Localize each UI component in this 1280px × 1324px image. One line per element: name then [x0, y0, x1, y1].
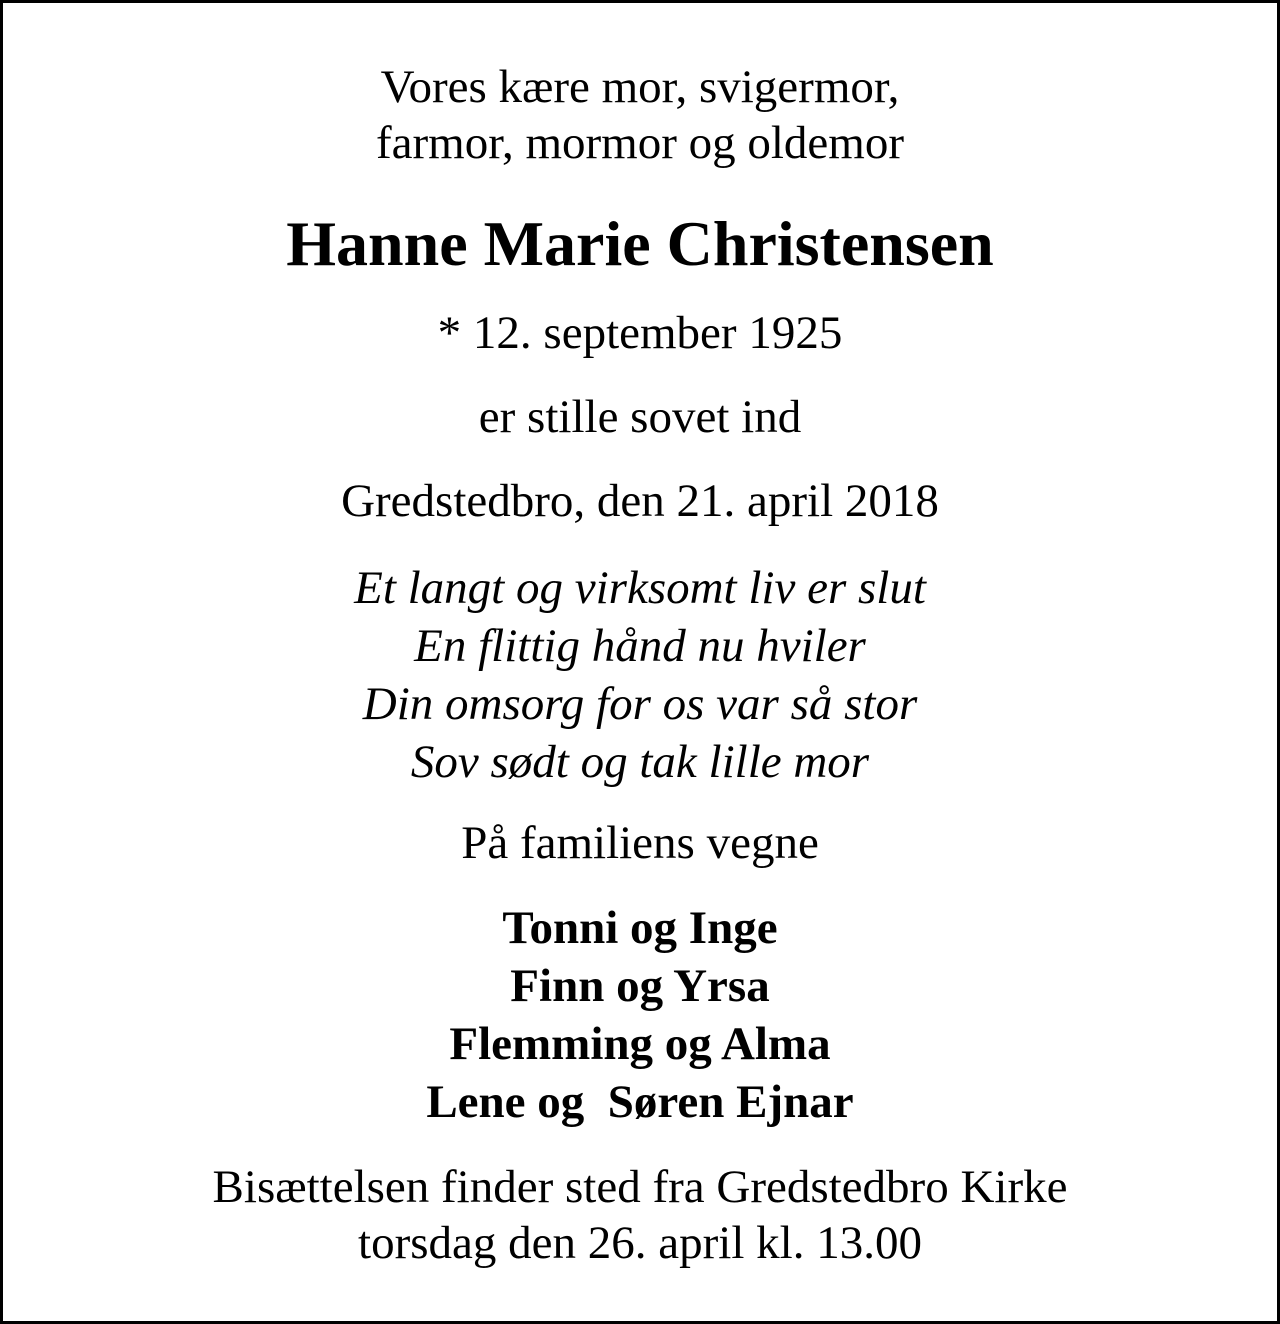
family-name-line: Flemming og Alma — [449, 1018, 831, 1070]
verse-line: Sov sødt og tak lille mor — [410, 736, 870, 788]
intro-text — [3, 59, 1277, 171]
verse-line: En flittig hånd nu hviler — [414, 620, 866, 672]
place-and-date: Gredstedbro, den 21. april 2018 — [341, 475, 939, 527]
verse-line: Din omsorg for os var så stor — [362, 678, 918, 730]
on-behalf-text: På familiens vegne — [461, 817, 819, 869]
funeral-line: torsdag den 26. april kl. 13.00 — [358, 1217, 922, 1269]
intro-line: farmor, mormor og oldemor — [375, 117, 905, 169]
family-name-line: Lene og Søren Ejnar — [426, 1076, 854, 1128]
family-name-line: Finn og Yrsa — [510, 960, 770, 1012]
memorial-verse — [3, 559, 1277, 791]
verse-line: Et langt og virksomt liv er slut — [354, 562, 926, 614]
deceased-name: Hanne Marie Christensen — [286, 208, 994, 279]
passed-away-text: er stille sovet ind — [478, 391, 802, 443]
birth-date: * 12. september 1925 — [437, 307, 843, 359]
funeral-details — [3, 1159, 1277, 1271]
intro-line: Vores kære mor, svigermor, — [380, 61, 900, 113]
funeral-line: Bisættelsen finder sted fra Gredstedbro Kirke — [212, 1161, 1068, 1213]
family-names — [3, 899, 1277, 1131]
family-name-line: Tonni og Inge — [502, 902, 778, 954]
